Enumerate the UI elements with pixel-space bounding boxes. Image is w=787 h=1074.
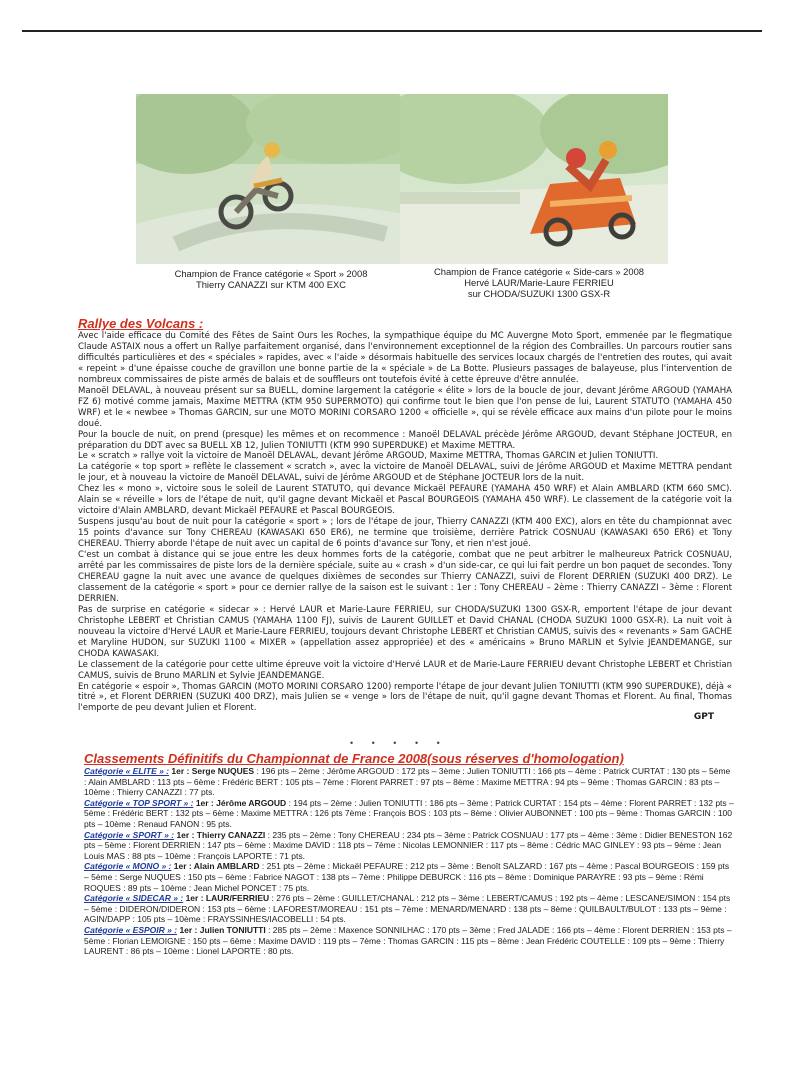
category-winner: 1er : Julien TONIUTTI bbox=[179, 924, 266, 935]
photo-sport-champion bbox=[136, 94, 406, 264]
category-ranking: : 285 pts – 2ème : Maxence SONNILHAC : 170 pts – 3ème : Fred JALADE : 166 pts – 4ème : Florent DERRIEN : 153 pts – 5ème : Florian LEMOIGNE : 150 pts – 6ème : Maxime DAVID : 119 pts – 7ème : Thomas GARCIN : 115 pts – 8ème : Jean Frédéric COUTELLE : 109 pts – 9ème : Thierry LAURENT : 86 pts – 10ème : Lionel LAPORTE : 80 pts. bbox=[84, 924, 732, 957]
caption-right-line1: Champion de France catégorie « Side-cars » 2008 bbox=[433, 266, 645, 277]
category-label: Catégorie « ESPOIR » : bbox=[84, 924, 178, 935]
category-winner: 1er : Alain AMBLARD bbox=[173, 861, 260, 872]
classements-list bbox=[84, 766, 734, 957]
motorcycle-photo-image bbox=[136, 94, 406, 264]
category-winner: 1er : Serge NUQUES bbox=[171, 766, 255, 776]
category-label: Catégorie « SIDECAR » : bbox=[84, 893, 184, 904]
article-paragraph: Le classement de la catégorie pour cette ultime épreuve voit la victoire d'Hervé LAUR et de Marie-Laure FERRIEU devant Christophe LEBERT et Christian CAMUS, suivis de Bruno MARLIN et Sylvie JEANDEMANGE. bbox=[78, 659, 732, 681]
article-paragraph: Suspens jusqu'au bout de nuit pour la catégorie « sport » ; lors de l'étape de jour, Thierry CANAZZI (KTM 400 EXC), alors en tête du championnat avec 15 points d'avance sur Tony CHEREAU (KAWASAKI 650 ER6), ne termine que troisième, derrière Patrick COSNUAU (KAWASAKI 650 ER6) et Tony CHEREAU. Thierry aborde l'étape de nuit avec un capital de 6 points d'avance sur Tony, et rien n'est joué. bbox=[78, 517, 732, 550]
article-paragraph: Chez les « mono », victoire sous le soleil de Laurent STATUTO, qui devance Mickaël PEFAURE (YAMAHA 450 WRF) et Alain AMBLARD (KTM 660 SMC). Alain se « réveille » lors de l'étape de nuit, qu'il gagne devant Mickaël et Pascal BOURGEOIS (YAMAHA 450 WRF). Le classement de la catégorie voit la victoire d'Alain AMBLARD, devant Mickaël PEFAURE et Pascal BOURGEOIS. bbox=[78, 484, 732, 517]
category-winner: 1er : Thierry CANAZZI bbox=[176, 829, 266, 840]
caption-right-line2: Hervé LAUR/Marie-Laure FERRIEU bbox=[464, 277, 614, 288]
category-entry-sport bbox=[84, 830, 734, 862]
article-paragraph: En catégorie « espoir », Thomas GARCIN (MOTO MORINI CORSARO 1200) remporte l'étape de jour devant Julien TONIUTTI (KTM 990 SUPERDUKE), déjà « titré », et Florent DERRIEN (SUZUKI 400 DRZ), mais Julien se « venge » lors de l'étape de nuit, qu'il gagne devant Thomas et Florent. Au final, Thomas l'emporte de peu devant Julien et Florent. bbox=[78, 681, 732, 714]
category-winner: 1er : Jérôme ARGOUD bbox=[195, 797, 287, 808]
sidecar-photo-image bbox=[400, 94, 668, 264]
category-ranking: : 235 pts – 2ème : Tony CHEREAU : 234 pts – 3ème : Patrick COSNUAU : 177 pts – 4ème : 3ème : Didier BENESTON 162 pts – 5ème : Florent DERRIEN : 147 pts – 6ème : Maxime DAVID : 118 pts – 7ème : Nicolas LEMONNIER : 117 pts – 8ème : Cédric MAC GINLEY : 93 pts – 9ème : Jean Louis MAS : 88 pts – 10ème : François LAPORTE : 71 pts. bbox=[84, 829, 733, 861]
category-entry-elite bbox=[84, 766, 734, 798]
article-paragraph: Pour la boucle de nuit, on prend (presque) les mêmes et on recommence : Manoël DELAVAL précède Jérôme ARGOUD, devant Stéphane JOCTEUR, en préparation du DDT avec sa BUELL XB 12, Julien TONIUTTI (KTM 990 SUPERDUKE) et Maxime METTRA. bbox=[78, 429, 732, 451]
article-title: Rallye des Volcans : bbox=[78, 316, 204, 331]
category-label: Catégorie « SPORT » : bbox=[84, 829, 175, 840]
category-ranking: : 194 pts – 2ème : Julien TONIUTTI : 186 pts – 3ème : Patrick CURTAT : 154 pts – 4ème : Florent PARRET : 132 pts – 5ème : Frédéric BERT : 132 pts – 6ème : Maxime METTRA : 126 pts 7ème : François BOS : 103 pts – 8ème : Olivier AUBONNET : 100 pts – 9ème : Thomas GARCIN : 100 pts – 10ème : Renaud FANON : 95 pts. bbox=[84, 797, 734, 829]
category-entry-espoir bbox=[84, 925, 734, 957]
top-rule bbox=[22, 30, 762, 32]
category-ranking: : 276 pts – 2ème : GUILLET/CHANAL : 212 pts – 3ème : LEBERT/CAMUS : 192 pts – 4ème : LESCANE/SIMON : 154 pts – 5ème : DIDERON/DIDERON : 153 pts – 6ème : LAFOREST/MOREAU : 151 pts – 7ème : MENARD/MENARD : 138 pts – 8ème : QUILBAULT/BULOT : 133 pts – 9ème : AGIN/DAPP : 105 pts – 10ème : FRAYSSINHES/IACOBELLI : 54 pts. bbox=[84, 893, 731, 925]
category-ranking: : 196 pts – 2ème : Jérôme ARGOUD : 172 pts – 3ème : Julien TONIUTTI : 166 pts – 4ème : Patrick CURTAT : 130 pts – 5ème : Alain AMBLARD : 113 pts – 6ème : Frédéric BERT : 105 pts – 7ème : Florent PARRET : 97 pts – 8ème : Maxime METTRA : 94 pts – 9ème : Thomas GARCIN : 83 pts – 10ème : Thierry CANAZZI : 77 pts. bbox=[84, 766, 731, 798]
category-label: Catégorie « MONO » : bbox=[84, 861, 172, 872]
photo-caption-right bbox=[404, 266, 674, 299]
category-winner: 1er : LAUR/FERRIEU bbox=[185, 893, 270, 904]
classements-title: Classements Définitifs du Championnat de France 2008(sous réserves d'homologation) bbox=[84, 751, 624, 766]
article-body bbox=[78, 331, 732, 723]
article-paragraph: Pas de surprise en catégorie « sidecar » : Hervé LAUR et Marie-Laure FERRIEU, sur CHODA/SUZUKI 1300 GSX-R, emportent l'étape de jour devant Christophe LEBERT et Christian CAMUS (YAMAHA 1100 FJ), suivis de Laurent GUILLET et David CHANAL (CHODA SUZUKI 1000 GSX-R). La nuit voit à nouveau la victoire d'Hervé LAUR et Marie-Laure FERRIEU, toujours devant Christophe LEBERT et Christian CAMUS, suivis des « revenants » Sam GACHE et Maryline HUDON, sur SUZUKI 1100 « MIXER » (appellation assez appropriée) et des « américains » Bruno MARLIN et Sylvie JEANDEMANGE, sur CHODA KAWASAKI. bbox=[78, 604, 732, 659]
category-label: Catégorie « TOP SPORT » : bbox=[84, 797, 194, 808]
caption-right-line3: sur CHODA/SUZUKI 1300 GSX-R bbox=[467, 288, 611, 299]
separator-dots: • • • • • bbox=[350, 738, 448, 748]
category-entry-mono bbox=[84, 861, 734, 893]
caption-left-line1: Champion de France catégorie « Sport » 2008 bbox=[174, 268, 368, 279]
article-signature: GPT bbox=[693, 712, 714, 723]
article-paragraph: La catégorie « top sport » reflète le classement « scratch », avec la victoire de Manoël DELAVAL, suivi de Jérôme ARGOUD et Maxime METTRA pendant le jour, et à nouveau la victoire de Manoël DELAVAL, suivi de Jérôme ARGOUD et de Stéphane JOCTEUR lors de la nuit. bbox=[78, 462, 732, 484]
category-label: Catégorie « ELITE » : bbox=[84, 766, 170, 776]
photo-sidecar-champion bbox=[400, 94, 668, 264]
category-ranking: : 251 pts – 2ème : Mickaël PEFAURE : 212 pts – 3ème : Benoît SALZARD : 167 pts – 4ème : Pascal BOURGEOIS : 159 pts – 5ème : Serge NUQUES : 150 pts – 6ème : Fabrice NAGOT : 138 pts – 7ème : Philippe DEBURCK : 116 pts – 8ème : Dominique PARAYRE : 93 pts – 9ème : Rémi ROQUES : 89 pts – 10ème : Jean Michel PONCET : 75 pts. bbox=[84, 861, 730, 893]
category-entry-sidecar bbox=[84, 893, 734, 925]
article-paragraph: C'est un combat à distance qui se joue entre les deux hommes forts de la catégorie, combat que ne peut arbitrer le malheureux Patrick COSNUAU, arrêté par les commissaires de piste lors de la dernière spéciale, suite au « crash » d'un side-car, ce qui lui fait perdre un bon paquet de secondes. Tony CHEREAU gagne la nuit avec une avance de quelques dixièmes de secondes sur Thierry CANAZZI, suivi de Florent DERRIEN (SUZUKI 400 DRZ). Le classement de la catégorie « sport » pour ce dernier rallye de la saison est le suivant : 1er : Tony CHEREAU – 2ème : Thierry CANAZZI – 3ème : Florent DERRIEN. bbox=[78, 550, 732, 604]
category-entry-top-sport bbox=[84, 798, 734, 830]
article-paragraph: Manoël DELAVAL, à nouveau présent sur sa BUELL, domine largement la catégorie « élite » lors de la boucle de jour, devant Jérôme ARGOUD (YAMAHA FZ 6) motivé comme jamais, Maxime METTRA (KTM 950 SUPERMOTO) qui confirme tout le bien que l'on pense de lui, Laurent STATUTO (YAMAHA 450 WRF) et le « newbee » Thomas GARCIN, sur une MOTO MORINI CORSARO 1200 « officielle », qui se révèle efficace aux mains d'un pilote pour le moins doué. bbox=[78, 385, 732, 429]
caption-left-line2: Thierry CANAZZI sur KTM 400 EXC bbox=[195, 279, 347, 290]
article-paragraph: Le « scratch » rallye voit la victoire de Manoël DELAVAL, devant Jérôme ARGOUD, Maxime METTRA, Thomas GARCIN et Julien TONIUTTI. bbox=[78, 451, 659, 462]
article-paragraph: Avec l'aide efficace du Comité des Fêtes de Saint Ours les Roches, la sympathique équipe du MC Auvergne Moto Sport, emmenée par le flegmatique Claude ASTAIX nous a offert un Rallye parfaitement organisé, dans l'environnement exceptionnel de la région des Combrailles. Un parcours routier sans difficultés particulières et des « spéciales » rapides, avec « l'aide » désormais habituelle des services locaux chargés de l'entretien des routes, qui avait « repeint » d'une épaisse couche de gravillon une bonne partie de la « spéciale » de La Botte. Plusieurs passages de balayeuse, plus l'intervention de nombreux commissaires de piste armés de balais et de souffleurs ont toutefois évité à cette épreuve d'être annulée. bbox=[78, 331, 732, 385]
photo-caption-left bbox=[136, 268, 406, 290]
